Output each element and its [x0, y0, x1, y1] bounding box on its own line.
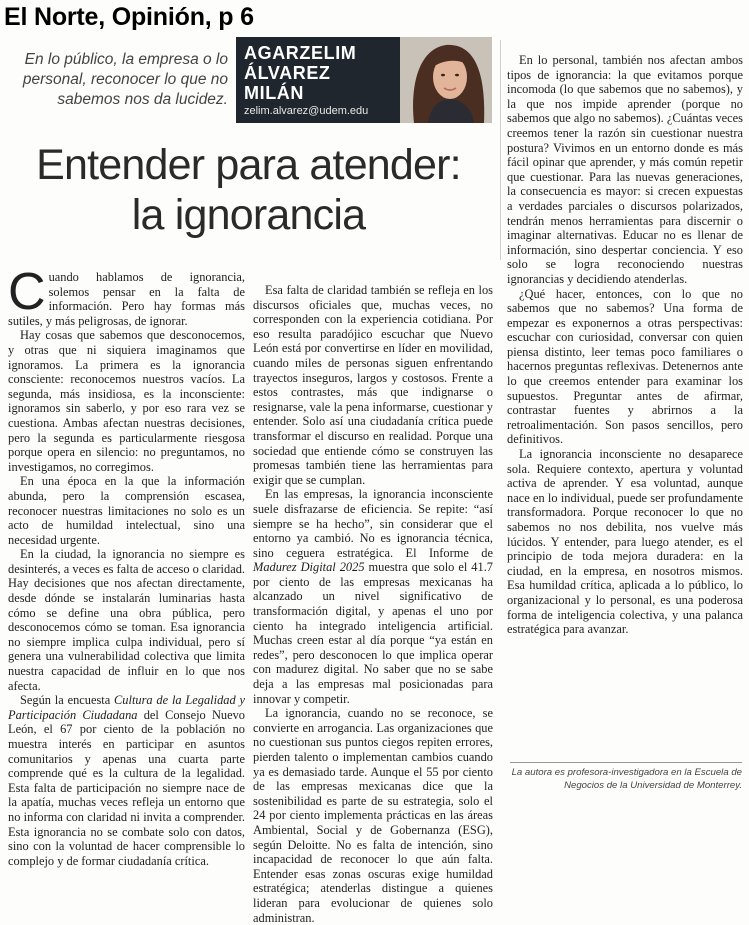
- article-paragraph: En la ciudad, la ignorancia no siempre es desinterés, a veces es falta de acceso o claridad. Hay decisiones que nos afectan directamente, desde dónde se instalarán luminarias hasta cómo se define una obra pública, pero desconocemos cómo se toman. Esa ignorancia no siempre implica culpa individual, pero sí genera una vulnerabilidad colectiva que limita nuestra capacidad de influir en lo que nos afecta.: [8, 547, 245, 693]
- article-paragraph: La ignorancia inconsciente no desaparece sola. Requiere contexto, apertura y voluntad activa de aprender. Y esa voluntad, aunque nace en lo individual, puede ser profundamente transformadora. Porque reconocer lo que no sabemos no nos debilita, nos vuelve más lúcidos. Y entender, para luego atender, es el principio de toda mejora duradera: en la ciudad, en la empresa, en nosotros mismos. Esa humildad crítica, aplicada a lo público, lo organizacional y lo personal, es una poderosa forma de inteligencia colectiva, y una palanca estratégica para avanzar.: [507, 447, 743, 637]
- author-first-name: AGARZELIM: [244, 43, 357, 63]
- article-paragraph: En una época en la que la información abunda, pero la comprensión escasea, reconocer nuestras limitaciones no solo es un acto de humildad intelectual, sino una necesidad urgente.: [8, 474, 245, 547]
- author-last-name-1: ÁLVAREZ: [244, 63, 331, 83]
- article-paragraph: La ignorancia, cuando no se reconoce, se convierte en arrogancia. Las organizaciones que no cuestionan sus puntos ciegos repiten errores, pierden talento o implementan cambios cuando ya es demasiado tarde. Aunque el 55 por ciento de las empresas mexicanas dice que la sostenibilidad es parte de su estrategia, solo el 24 por ciento implementa prácticas en las áreas Ambiental, Social y de Gobernanza (ESG), según Deloitte. No es falta de intención, sino incapacidad de reconocer lo que aún falta. Entender esas zonas oscuras exige humildad estratégica; atenderlas distingue a quienes lideran para evolucionar de quienes solo administran.: [253, 706, 493, 925]
- headline: [0, 140, 497, 240]
- column-divider: [500, 40, 501, 260]
- article-column-3: [507, 53, 743, 637]
- author-name: [244, 43, 404, 103]
- author-email: zelim.alvarez@udem.edu: [244, 105, 369, 117]
- author-footnote: La autora es profesora-investigadora en la Escuela de Negocios de la Universidad de Monterrey.: [511, 767, 742, 791]
- article-paragraph: En lo personal, también nos afectan ambos tipos de ignorancia: la que evitamos porque incomoda (lo que sabemos que no sabemos), y la que nos impide aprender (porque no sabemos que algo no sabemos). ¿Cuántas veces creemos tener la razón sin cuestionar nuestra postura? Vivimos en un entorno donde es más fácil opinar que aprender, y más común repetir que cuestionar. Para las nuevas generaciones, la consecuencia es mayor: si crecen expuestas a verdades parciales o discursos polarizados, tendrán menos herramientas para discernir o imaginar alternativas. Educar no es llenar de información, sino despertar conciencia. Y eso solo se logra reconociendo nuestras ignorancias y decidiendo atenderlas.: [507, 53, 743, 286]
- author-photo: [400, 37, 492, 123]
- article-paragraph: Hay cosas que sabemos que desconocemos, y otras que ni siquiera imaginamos que ignoramos. La primera es la ignorancia consciente: reconocemos nuestros vacíos. La segunda, más insidiosa, es la inconsciente: ignoramos sin saberlo, y por eso rara vez se cuestiona. Ambas afectan nuestras decisiones, pero la segunda es particularmente riesgosa porque opera en silencio: no preguntamos, no investigamos, no corregimos.: [8, 328, 245, 474]
- article-column-1: [8, 263, 245, 868]
- article-tagline: En lo público, la empresa o lo personal, reconocer lo que no sabemos nos da lucidez.: [22, 51, 228, 108]
- article-paragraph: Cuando hablamos de ignorancia, solemos pensar en la falta de información. Pero hay formas más sutiles, y más peligrosas, de ignorar.: [8, 263, 245, 328]
- author-last-name-2: MILÁN: [244, 83, 304, 103]
- article-paragraph: ¿Qué hacer, entonces, con lo que no sabemos que no sabemos? Una forma de empezar es exponernos a otras perspectivas: escuchar con curiosidad, conversar con quien piensa distinto, leer temas poco familiares o hacernos preguntas reflexivas. Detenernos ante lo que creemos entender para examinar los supuestos. Preguntar antes de afirmar, contrastar fuentes y abrirnos a la retroalimentación. Son pasos sencillos, pero definitivos.: [507, 286, 743, 447]
- article-paragraph: Esa falta de claridad también se refleja en los discursos oficiales que, muchas veces, no corresponden con la experiencia cotidiana. Por eso resulta paradójico escuchar que Nuevo León está por convertirse en líder en movilidad, cuando miles de personas siguen enfrentando trayectos inseguros, largos y costosos. Frente a estos contrastes, más que indignarse o resignarse, vale la pena informarse, cuestionar y entender. Solo así una ciudadanía crítica puede transformar el discurso en realidad. Porque una sociedad que entiende cómo se construyen las promesas también tiene las herramientas para exigir que se cumplan.: [253, 283, 493, 487]
- article-paragraph: Según la encuesta Cultura de la Legalidad y Participación Ciudadana del Consejo Nuevo León, el 67 por ciento de la población no muestra interés en participar en asuntos comunitarios y apenas una cuarta parte comprende qué es la cultura de la legalidad. Esta falta de participación no siempre nace de la apatía, muchas veces refleja un entorno que no informa con claridad ni invita a comprender. Esta ignorancia no se combate solo con datos, sino con la voluntad de hacer comprensible lo complejo y de formar ciudadanía crítica.: [8, 693, 245, 868]
- headline-line-1: Entender para atender:: [36, 141, 461, 189]
- article-paragraph: En las empresas, la ignorancia inconsciente suele disfrazarse de eficiencia. Se repite: “así siempre se ha hecho”, sin considerar que el entorno ya cambió. No es ignorancia técnica, sino ceguera estratégica. El Informe de Madurez Digital 2025 muestra que solo el 41.7 por ciento de las empresas mexicanas ha alcanzado un nivel significativo de transformación digital, y apenas el uno por ciento ha integrado inteligencia artificial. Muchas creen estar al día porque “ya están en redes”, pero desconocen lo que implica operar con madurez digital. No saber que no se sabe deja a las empresas mal posicionadas para innovar y competir.: [253, 487, 493, 706]
- footnote-rule: [510, 762, 742, 763]
- article-column-2: [253, 283, 493, 925]
- source-label: El Norte, Opinión, p 6: [4, 3, 254, 31]
- headline-line-2: la ignorancia: [131, 191, 366, 239]
- author-banner: [236, 37, 492, 123]
- drop-cap: C: [8, 263, 46, 321]
